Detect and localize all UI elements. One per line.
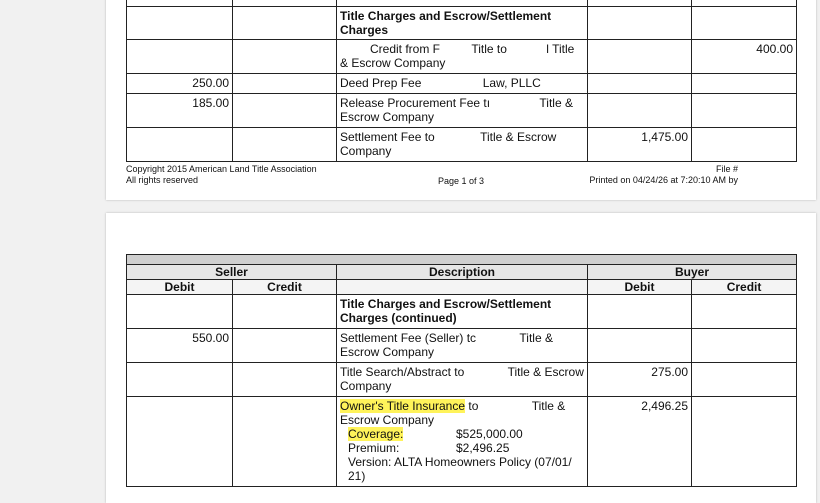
section-heading: Title Charges and Escrow/Settlement Charges (continued): [337, 295, 588, 329]
policy-version: Version: ALTA Homeowners Policy (07/01/: [348, 455, 572, 469]
line-item-description: Deed Prep Fee Law, PLLC: [337, 74, 588, 94]
table-row: [127, 74, 797, 94]
line-item-description: Title Search/Abstract to Title & Escrow Company: [337, 363, 588, 397]
buyer-credit-header: Credit: [692, 280, 797, 295]
line-item-description: Owner's Title Insurance to Title & Escrow Company Coverage: $525,000.00 Premium: $2,496.25 Version: ALTA Homeowners Policy (07/01/ 21): [337, 397, 588, 487]
buyer-debit-amount: 275.00: [588, 363, 692, 397]
seller-debit-header: Debit: [127, 280, 233, 295]
table-row: [127, 329, 797, 363]
line-item-description: Release Procurement Fee tı Title & Escrow Company: [337, 94, 588, 128]
table-column-header: [127, 280, 797, 295]
print-info: File # Printed on 04/24/26 at 7:20:10 AM by: [589, 164, 738, 185]
seller-debit-amount: 185.00: [127, 94, 233, 128]
buyer-debit-amount: 2,496.25: [588, 397, 692, 487]
policy-version-cont: 21): [348, 469, 366, 483]
seller-credit-header: Credit: [233, 280, 337, 295]
statement-page-2: [106, 213, 816, 503]
section-heading: Title Charges and Escrow/Settlement Charges: [337, 7, 588, 40]
charges-table-page-2: [126, 254, 797, 487]
charges-table-page-1: [126, 0, 797, 162]
page-number: Page 1 of 3: [438, 176, 485, 186]
line-item-description: Settlement Fee (Seller) tc Title & Escrow Company: [337, 329, 588, 363]
coverage-value: $525,000.00: [456, 427, 523, 441]
table-row: [127, 94, 797, 128]
seller-debit-amount: 550.00: [127, 329, 233, 363]
table-group-header: [127, 265, 797, 280]
buyer-header: Buyer: [588, 265, 797, 280]
line-item-description: Credit from F Title to l Title & Escrow Company: [337, 40, 588, 74]
statement-page-1: [106, 0, 816, 200]
policy-details: [340, 427, 584, 483]
table-row: [127, 397, 797, 487]
table-row: [127, 7, 797, 40]
table-header-band: [127, 255, 797, 265]
highlighted-text: Coverage:: [348, 427, 404, 441]
seller-header: Seller: [127, 265, 337, 280]
buyer-credit-amount: 400.00: [692, 40, 797, 74]
premium-label: Premium:: [348, 441, 400, 455]
table-row: [127, 363, 797, 397]
table-row: [127, 40, 797, 74]
description-header: Description: [337, 265, 588, 280]
premium-value: $2,496.25: [456, 441, 510, 455]
table-row: [127, 295, 797, 329]
seller-debit-amount: 250.00: [127, 74, 233, 94]
buyer-debit-amount: 1,475.00: [588, 128, 692, 162]
buyer-debit-header: Debit: [588, 280, 692, 295]
table-row: [127, 128, 797, 162]
line-item-description: Settlement Fee to Title & Escrow Company: [337, 128, 588, 162]
highlighted-text: Owner's Title Insurance: [340, 399, 466, 413]
copyright-notice: Copyright 2015 American Land Title Association All rights reserved: [126, 164, 317, 185]
